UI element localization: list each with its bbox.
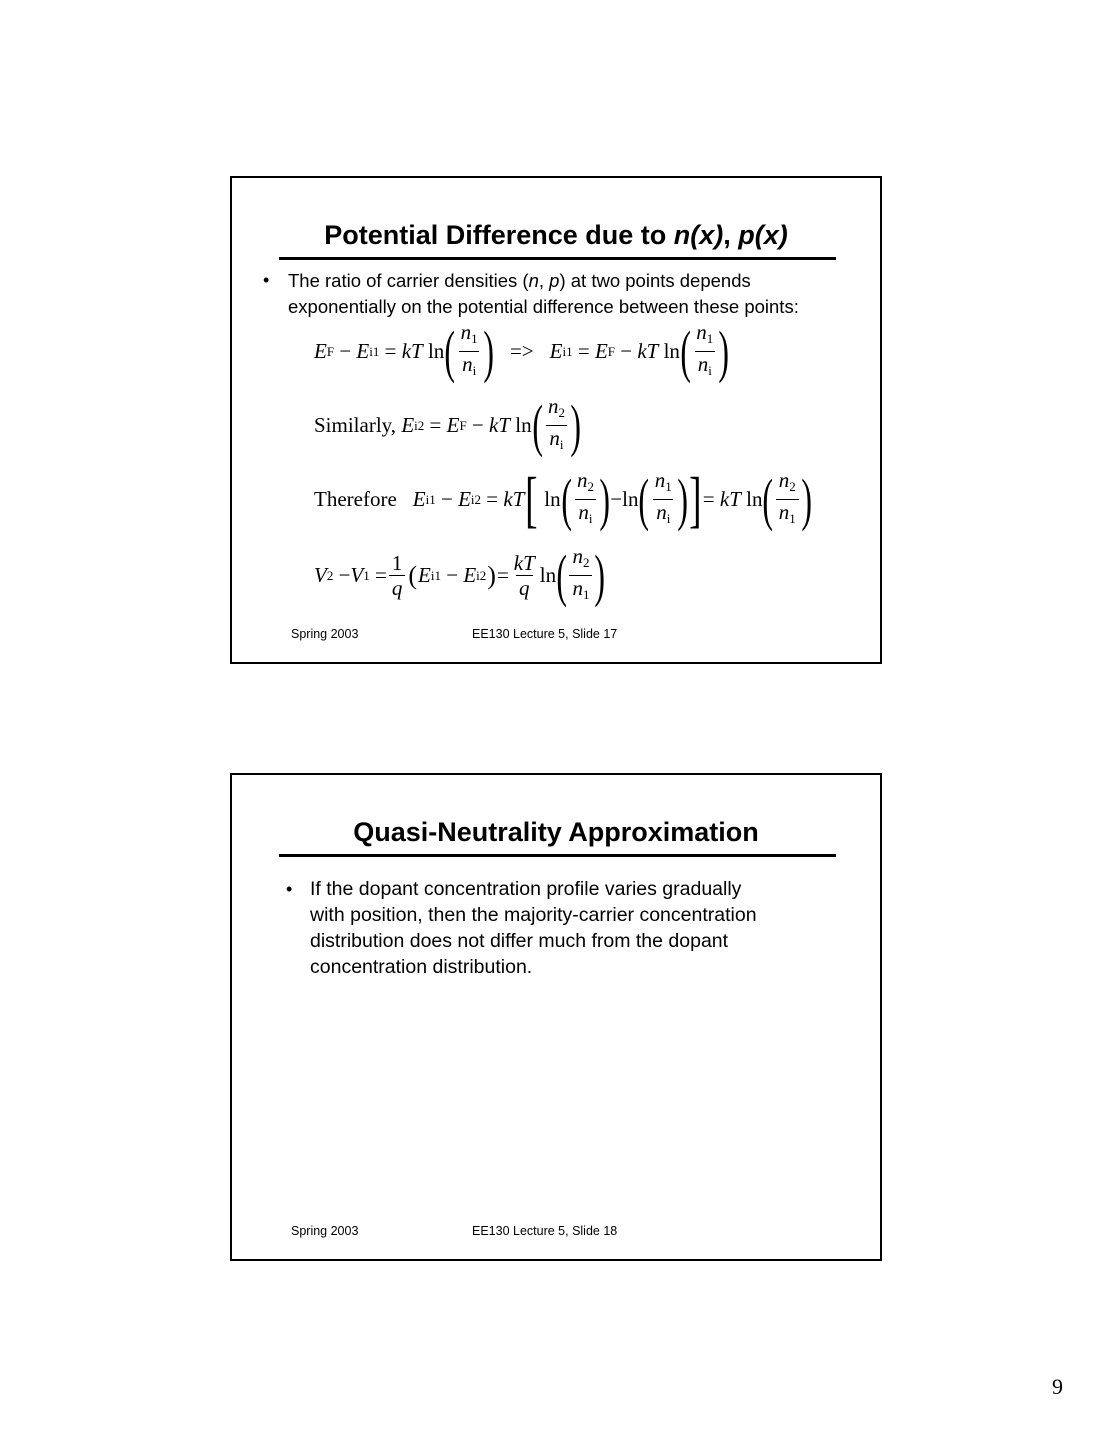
slide-title: Quasi-Neutrality Approximation xyxy=(353,817,759,847)
title-underline xyxy=(279,854,836,857)
equation-fermi-level: E F − E i1 = kT ln ( $\frac{n_1}{n_i}$ ) => E i1 = E F − kT ln ( $\frac{n_1}{n_i}$ ) xyxy=(314,318,730,384)
bullet-marker: • xyxy=(286,879,293,899)
bullet-marker: • xyxy=(263,270,270,290)
equation-voltage: V 2 − V 1 = $\frac{1}{q}$ ( E i1 − E i2 ) = $\frac{kT}{q}$ ln ( $\frac{n_2}{n_1}$ ) xyxy=(314,542,606,608)
bullet-text: The ratio of carrier densities (n, p) at two points depends exponentially on the potential difference between these points: xyxy=(288,270,799,317)
equation-therefore: Therefore E i1 − E i2 = kT [ ln ( $\frac{n_2}{n_i}$ ) −ln ( $\frac{n_1}{n_i}$ ) ] = kT ln ( $\frac{n_2}{n_1}$ ) xyxy=(314,465,812,534)
footer-slide-id: EE130 Lecture 5, Slide 18 xyxy=(472,1224,618,1238)
title-underline xyxy=(279,257,836,260)
bullet-text: If the dopant concentration profile varies gradually with position, then the majority-carrier concentration distribution does not differ much from the dopant concentration distribution. xyxy=(310,878,757,978)
slide-18 xyxy=(230,773,882,1261)
slide-17 xyxy=(230,176,882,664)
footer-slide-id: EE130 Lecture 5, Slide 17 xyxy=(472,627,618,641)
slide-title: Potential Difference due to n(x), p(x) xyxy=(324,220,788,250)
equation-similarly: Similarly, E i2 = E F − kT ln ( $\frac{n_2}{n_i}$ ) xyxy=(314,392,581,458)
page-number: 9 xyxy=(1052,1374,1063,1399)
footer-date: Spring 2003 xyxy=(291,627,359,641)
footer-date: Spring 2003 xyxy=(291,1224,359,1238)
